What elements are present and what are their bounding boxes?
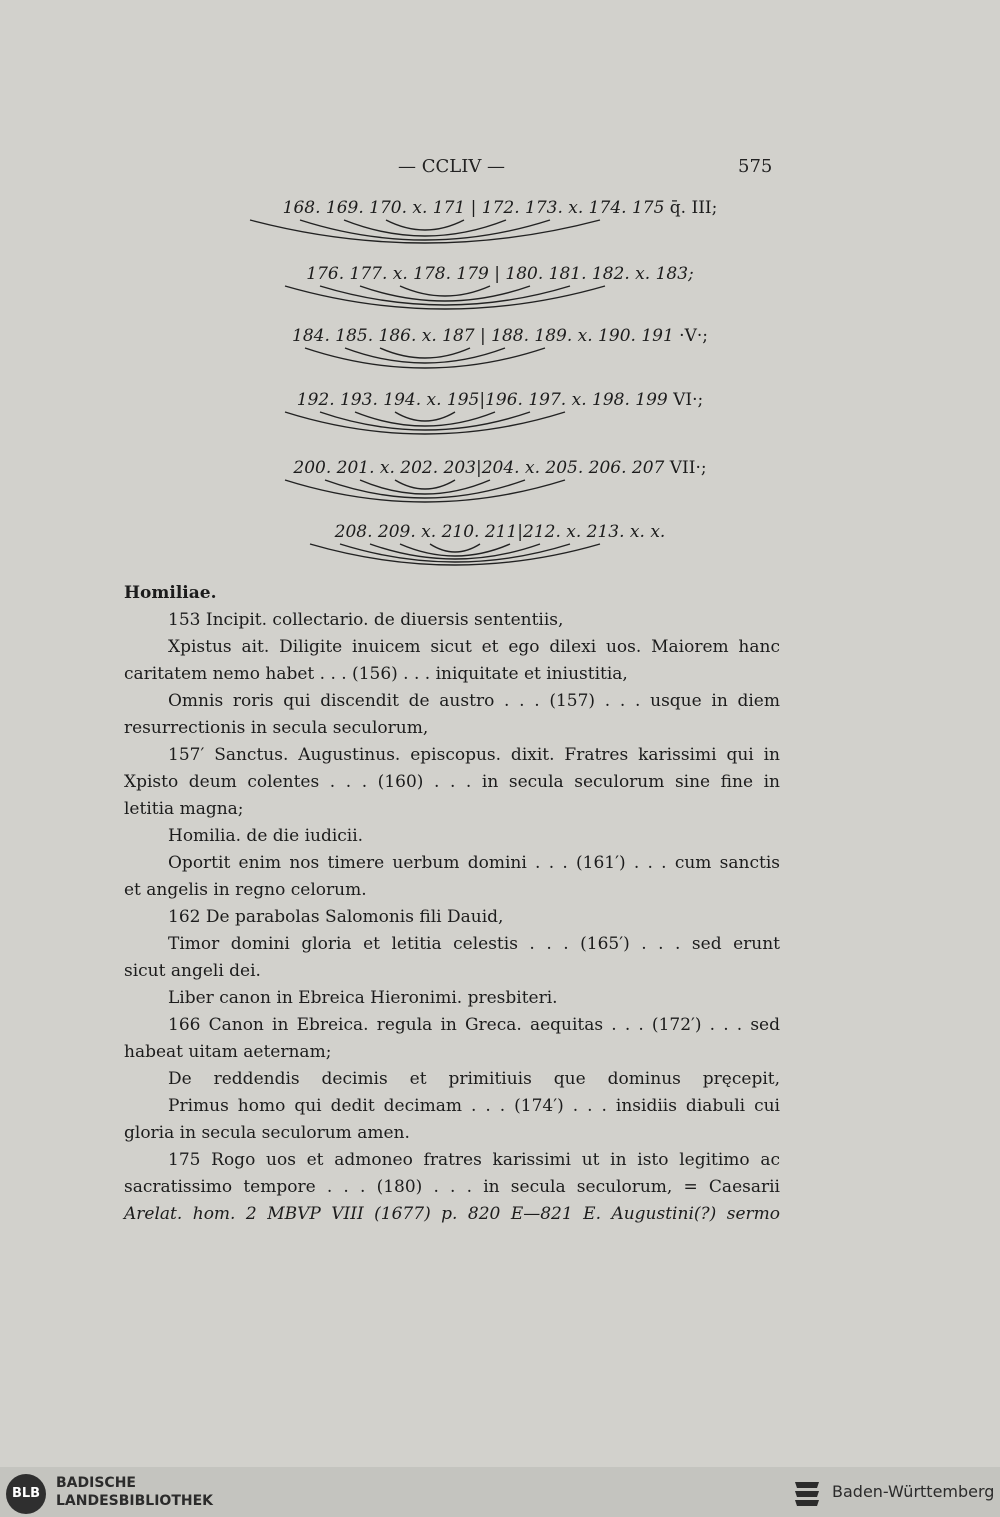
text-line-23: Arelat. hom. 2 MBVP VIII (1677) p. 820 E—821 E. Augustini(?) sermo xyxy=(124,1204,780,1224)
text-line-8: letitia magna; xyxy=(124,799,244,819)
text-line-2: Xpistus ait. Diligite inuicem sicut et ego dilexi uos. Maiorem hanc xyxy=(168,637,780,657)
diagram-row-3: 184. 185. 186. x. 187 | 188. 189. x. 190. 191 ·V·; xyxy=(292,326,708,346)
state-name[interactable]: Baden-Württemberg xyxy=(832,1482,995,1501)
diagram-arcs-5 xyxy=(0,478,1000,528)
text-line-4: Omnis roris qui discendit de austro . . . (157) . . . usque in diem xyxy=(168,691,780,711)
blb-logo-icon[interactable]: BLB xyxy=(6,1474,46,1514)
body-text xyxy=(124,580,780,1228)
library-name[interactable]: BADISCHE LANDESBIBLIOTHEK xyxy=(56,1475,214,1509)
text-line-16: 166 Canon in Ebreica. regula in Greca. aequitas . . . (172′) . . . sed xyxy=(168,1015,780,1035)
text-line-14: sicut angeli dei. xyxy=(124,961,261,981)
text-line-6: 157′ Sanctus. Augustinus. episcopus. dixit. Fratres karissimi qui in xyxy=(168,745,780,765)
page-number: 575 xyxy=(738,156,773,177)
text-line-21: 175 Rogo uos et admoneo fratres karissimi ut in isto legitimo ac xyxy=(168,1150,780,1170)
coat-of-arms-icon xyxy=(792,1476,822,1510)
text-line-17: habeat uitam aeternam; xyxy=(124,1042,332,1062)
diagram-row-4: 192. 193. 194. x. 195|196. 197. x. 198. 199 VI·; xyxy=(296,390,704,410)
text-line-1: 153 Incipit. collectario. de diuersis sententiis, xyxy=(168,610,564,630)
section-heading: Homiliae. xyxy=(124,583,217,603)
diagram-row-5: 200. 201. x. 202. 203|204. x. 205. 206. 207 VII·; xyxy=(293,458,707,478)
text-line-10: Oportit enim nos timere uerbum domini . . . (161′) . . . cum sanctis xyxy=(168,853,780,873)
text-line-7: Xpisto deum colentes . . . (160) . . . in secula seculorum sine fine in xyxy=(124,772,780,792)
section-header: — CCLIV — xyxy=(398,156,506,177)
text-line-19: Primus homo qui dedit decimam . . . (174′) . . . insidiis diabuli cui xyxy=(168,1096,780,1116)
text-line-3: caritatem nemo habet . . . (156) . . . iniquitate et iniustitia, xyxy=(124,664,628,684)
text-line-20: gloria in secula seculorum amen. xyxy=(124,1123,410,1143)
diagram-arcs-1 xyxy=(0,218,1000,268)
text-line-18: De reddendis decimis et primitiuis que dominus pręcepit, xyxy=(168,1069,780,1089)
text-line-22: sacratissimo tempore . . . (180) . . . in secula seculorum, = Caesarii xyxy=(124,1177,780,1197)
text-line-15: Liber canon in Ebreica Hieronimi. presbiteri. xyxy=(168,988,558,1008)
diagram-row-1: 168. 169. 170. x. 171 | 172. 173. x. 174. 175 q̄. III; xyxy=(282,198,718,218)
text-line-9: Homilia. de die iudicii. xyxy=(168,826,364,846)
text-line-12: 162 De parabolas Salomonis fili Dauid, xyxy=(168,907,504,927)
text-line-13: Timor domini gloria et letitia celestis . . . (165′) . . . sed erunt xyxy=(168,934,780,954)
diagram-row-2: 176. 177. x. 178. 179 | 180. 181. 182. x. 183; xyxy=(306,264,694,284)
diagram-arcs-4 xyxy=(0,410,1000,460)
text-line-5: resurrectionis in secula seculorum, xyxy=(124,718,429,738)
diagram-arcs-3 xyxy=(0,346,1000,396)
diagram-row-6: 208. 209. x. 210. 211|212. x. 213. x. x. xyxy=(334,522,666,542)
text-line-11: et angelis in regno celorum. xyxy=(124,880,367,900)
